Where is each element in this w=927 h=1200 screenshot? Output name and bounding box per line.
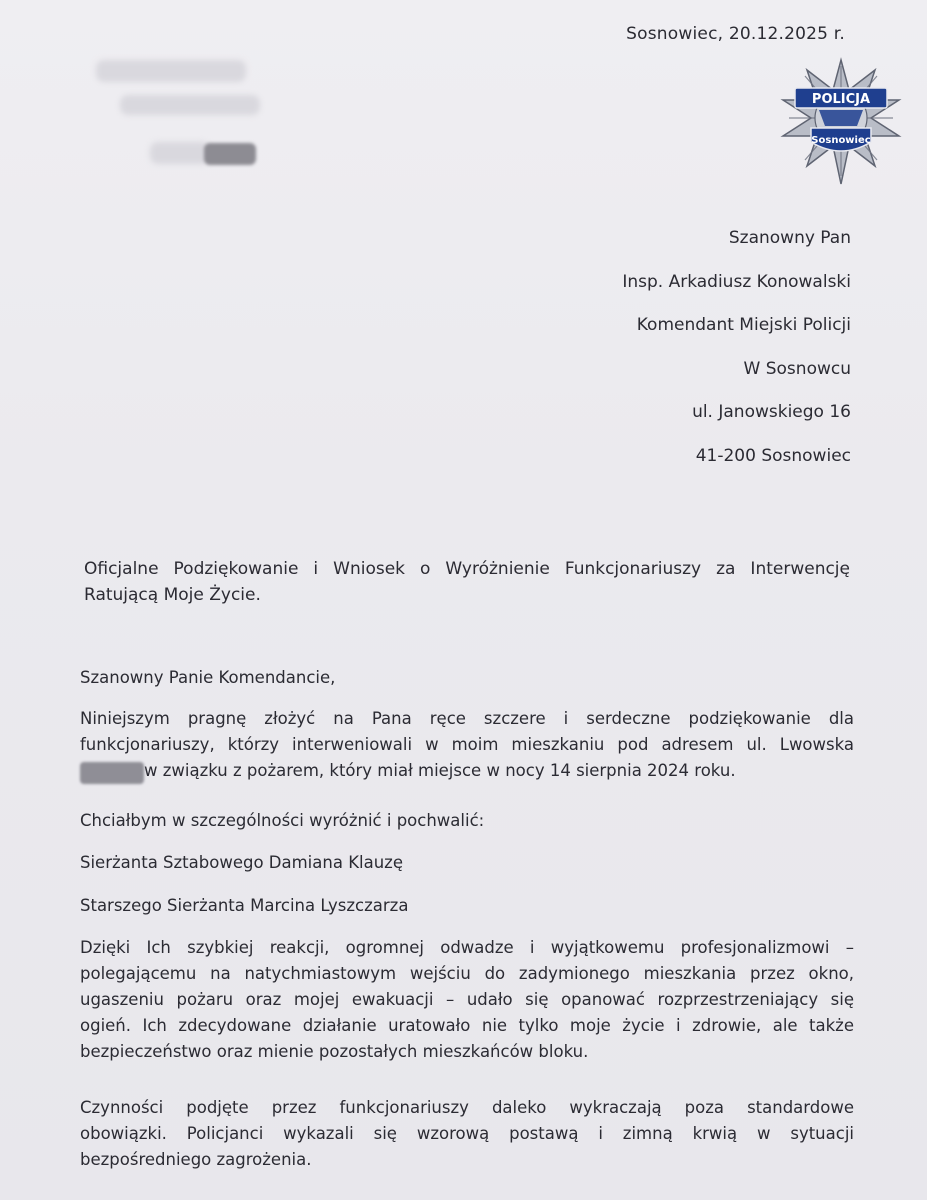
officer-name: Sierżanta Sztabowego Damiana Klauzę: [80, 853, 403, 872]
badge-bottom-text: Sosnowiec: [811, 135, 871, 146]
paragraph-3-line: Czynności podjęte przez funkcjonariuszy daleko wykraczają poza standardowe: [80, 1098, 854, 1117]
paragraph-1-line-2: funkcjonariuszy, którzy interweniowali w moim mieszkaniu pod adresem ul. Lwowska: [80, 735, 854, 754]
redacted-sender-mark: [204, 143, 256, 165]
badge-top-text: POLICJA: [811, 92, 871, 107]
addressee-line: ul. Janowskiego 16: [692, 402, 851, 422]
paragraph-2-line: bezpieczeństwo oraz mienie pozostałych mieszkańców bloku.: [80, 1042, 589, 1061]
paragraph-3-line: obowiązki. Policjanci wykazali się wzorową postawą i zimną krwią w sytuacji: [80, 1124, 854, 1143]
paragraph-3: [80, 1095, 854, 1173]
paragraph-3-line: bezpośredniego zagrożenia.: [80, 1150, 312, 1169]
letter-date: Sosnowiec, 20.12.2025 r.: [626, 24, 845, 44]
addressee-block: [451, 226, 851, 487]
officer-name: Starszego Sierżanta Marcina Lyszczarza: [80, 896, 409, 915]
paragraph-1: [80, 706, 854, 784]
police-badge-logo: [775, 56, 907, 188]
redacted-sender-line-1: [96, 60, 246, 82]
redacted-address-number: [80, 762, 144, 784]
paragraph-1-line-3: w związku z pożarem, który miał miejsce w nocy 14 sierpnia 2024 roku.: [144, 761, 736, 780]
addressee-line: 41-200 Sosnowiec: [695, 445, 851, 466]
paragraph-2-line: polegającemu na natychmiastowym wejściu do zadymionego mieszkania przez okno,: [80, 964, 854, 983]
addressee-line: W Sosnowcu: [743, 358, 851, 379]
subject-line-1: Oficjalne Podziękowanie i Wniosek o Wyróżnienie Funkcjonariuszy za Interwencję: [84, 559, 850, 579]
addressee-line: Szanowny Pan: [728, 228, 851, 248]
officers-intro: Chciałbym w szczególności wyróżnić i pochwalić:: [80, 811, 485, 830]
redacted-sender-line-2: [120, 95, 260, 115]
salutation: Szanowny Panie Komendancie,: [80, 668, 336, 687]
paragraph-1-line-1: Niniejszym pragnę złożyć na Pana ręce szczere i serdeczne podziękowanie dla: [80, 709, 854, 728]
redacted-sender-line-3: [150, 142, 210, 164]
paragraph-2-line: ugaszeniu pożaru oraz mojej ewakuacji – udało się opanować rozprzestrzeniający się: [80, 990, 854, 1009]
subject-line-2: Ratującą Moje Życie.: [84, 585, 261, 605]
addressee-line: Insp. Arkadiusz Konowalski: [622, 271, 851, 292]
paragraph-2-line: ogień. Ich zdecydowane działanie uratowało nie tylko moje życie i zdrowie, ale także: [80, 1016, 854, 1035]
addressee-line: Komendant Miejski Policji: [636, 315, 851, 335]
paragraph-2: [80, 935, 854, 1065]
paragraph-2-line: Dzięki Ich szybkiej reakcji, ogromnej odwadze i wyjątkowemu profesjonalizmowi –: [80, 938, 854, 957]
letter-subject: [84, 556, 850, 608]
